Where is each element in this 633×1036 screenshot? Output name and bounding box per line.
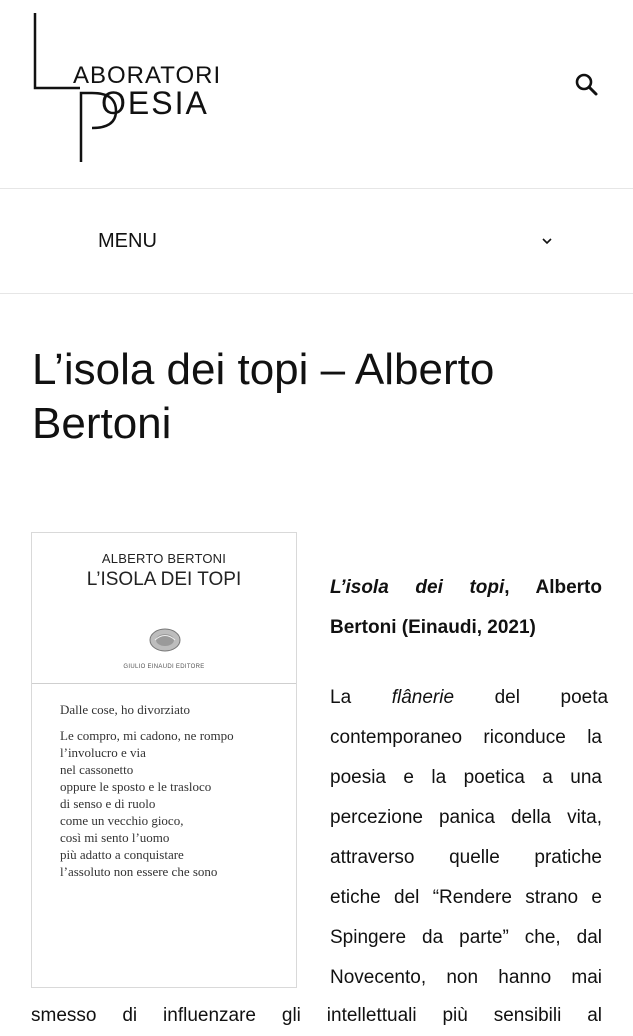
poem-line: più adatto a conquistare xyxy=(60,847,184,862)
book-cover-image xyxy=(31,532,297,988)
book-reference-line2: Bertoni (Einaudi, 2021) xyxy=(330,617,536,638)
chevron-down-icon xyxy=(540,234,554,248)
site-logo[interactable] xyxy=(30,10,250,170)
book-title-italic: L’isola dei topi xyxy=(330,577,505,598)
site-header xyxy=(0,0,633,189)
poem-line: l’assoluto non essere che sono xyxy=(60,864,218,879)
publisher-emblem-icon xyxy=(147,627,183,653)
paragraph-word: La xyxy=(330,687,352,708)
book-author: , Alberto xyxy=(504,577,602,598)
logo-text-laboratori: ABORATORI xyxy=(73,62,222,89)
cover-author: ALBERTO BERTONI xyxy=(101,551,227,566)
search-button[interactable] xyxy=(568,66,608,106)
cover-publisher: GIULIO EINAUDI EDITORE xyxy=(123,664,205,670)
paragraph-line: etiche del “Rendere strano e xyxy=(330,887,602,908)
poem-line: così mi sento l’uomo xyxy=(60,830,170,845)
paragraph-line xyxy=(330,678,609,718)
paragraph-word: del xyxy=(494,687,520,708)
search-icon xyxy=(568,66,608,106)
cover-title: L’ISOLA DEI TOPI xyxy=(86,569,242,590)
poem-title: Dalle cose, ho divorziato xyxy=(60,702,190,717)
paragraph-line: poesia e la poetica a una xyxy=(330,767,602,788)
paragraph-word-italic: flânerie xyxy=(391,687,455,708)
menu-label: MENU xyxy=(98,230,157,252)
menu-toggle[interactable] xyxy=(0,189,633,294)
paragraph-line: Spingere da parte” che, dal xyxy=(330,927,602,948)
post-title: L’isola dei topi – Alberto Bertoni xyxy=(32,345,495,448)
poem-line: l’involucro e via xyxy=(60,745,146,760)
book-reference-line1 xyxy=(330,568,602,608)
paragraph-line: Novecento, non hanno mai xyxy=(330,967,602,988)
poem-line: come un vecchio gioco, xyxy=(60,813,184,828)
poem-line: di senso e di ruolo xyxy=(60,796,156,811)
cover-header xyxy=(32,533,296,684)
poem-line: nel cassonetto xyxy=(60,762,134,777)
paragraph-line: smesso di influenzare gli intellettuali più sensibili al xyxy=(31,1005,602,1026)
paragraph-line: percezione panica della vita, xyxy=(330,807,602,828)
logo-text-poesia: OESIA xyxy=(101,85,209,121)
cover-poem xyxy=(60,701,290,880)
paragraph-line: contemporaneo riconduce la xyxy=(330,727,602,748)
poem-line: Le compro, mi cadono, ne rompo xyxy=(60,728,234,743)
paragraph-word: poeta xyxy=(560,687,609,708)
poem-line: oppure le sposto e le trasloco xyxy=(60,779,212,794)
paragraph-line: attraverso quelle pratiche xyxy=(330,847,602,868)
